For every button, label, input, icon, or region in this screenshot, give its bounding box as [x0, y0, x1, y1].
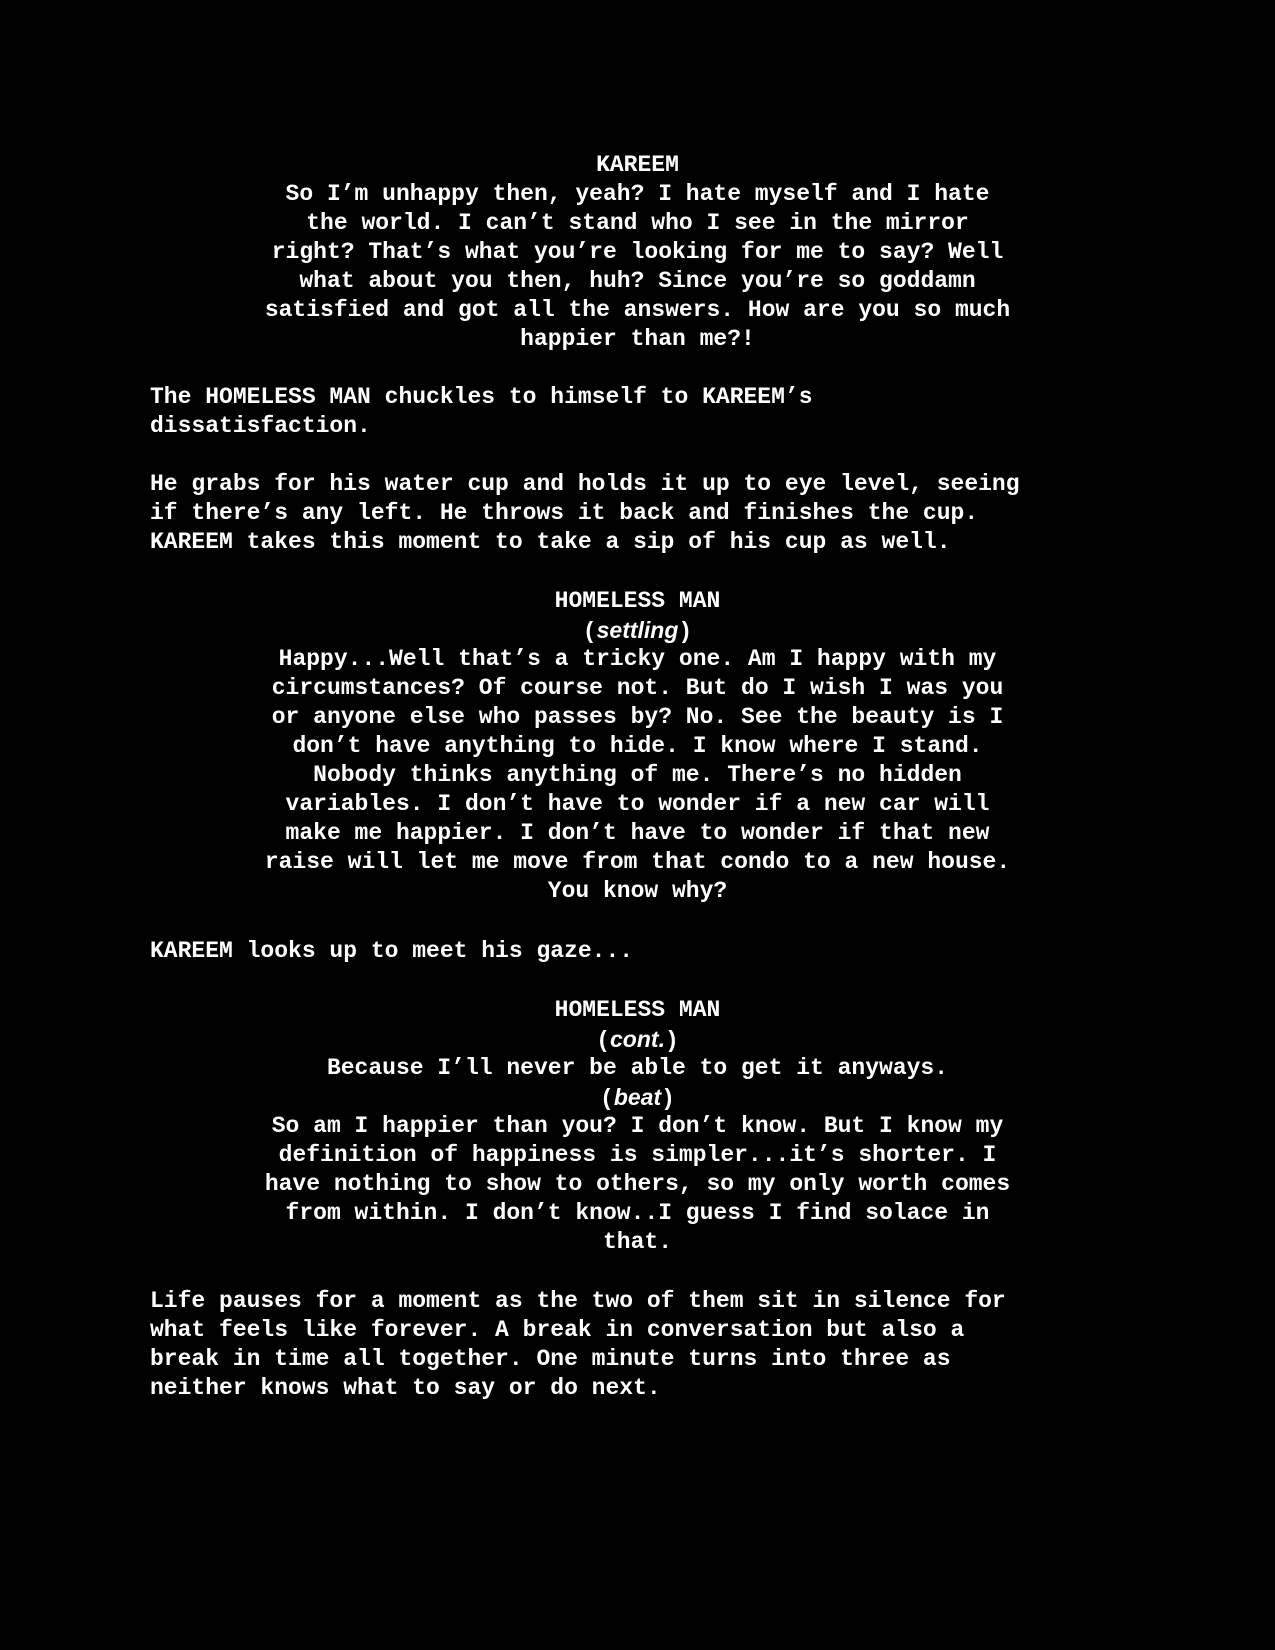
dialogue-line: Because I’ll never be able to get it anyways.: [326, 1055, 949, 1081]
action-line: if there’s any left. He throws it back and finishes the cup.: [150, 500, 979, 526]
dialogue-line: or anyone else who passes by? No. See the beauty is I: [271, 704, 1004, 730]
dialogue-line: circumstances? Of course not. But do I wish I was you: [271, 675, 1004, 701]
dialogue-line: satisfied and got all the answers. How are you so much: [264, 297, 1011, 323]
action-line: Life pauses for a moment as the two of them sit in silence for: [150, 1288, 1006, 1314]
dialogue-line: make me happier. I don’t have to wonder if that new: [285, 820, 990, 846]
character-name: KAREEM: [596, 152, 679, 178]
dialogue-line: Nobody thinks anything of me. There’s no hidden: [313, 762, 962, 788]
dialogue-line: Happy...Well that’s a tricky one. Am I happy with my: [278, 646, 997, 672]
action-line: He grabs for his water cup and holds it up to eye level, seeing: [150, 471, 1020, 497]
dialogue-line: So am I happier than you? I don’t know. But I know my: [271, 1113, 1004, 1139]
dialogue-line: happier than me?!: [520, 326, 755, 352]
parenthetical: (beat): [600, 1084, 675, 1112]
dialogue-line: definition of happiness is simpler...it’s shorter. I: [278, 1142, 997, 1168]
character-name: HOMELESS MAN: [554, 997, 721, 1023]
dialogue-line: raise will let me move from that condo to a new house.: [264, 849, 1011, 875]
dialogue-line: right? That’s what you’re looking for me to say? Well: [271, 239, 1004, 265]
action-line: The HOMELESS MAN chuckles to himself to KAREEM’s: [150, 384, 813, 410]
dialogue-line: have nothing to show to others, so my only worth comes: [264, 1171, 1011, 1197]
dialogue-line: the world. I can’t stand who I see in the mirror: [306, 210, 969, 236]
dialogue-line: what about you then, huh? Since you’re so goddamn: [299, 268, 976, 294]
parenthetical: (settling): [582, 617, 693, 645]
dialogue-line: don’t have anything to hide. I know where I stand.: [292, 733, 983, 759]
character-name: HOMELESS MAN: [554, 588, 721, 614]
action-line: dissatisfaction.: [150, 413, 371, 439]
action-line: what feels like forever. A break in conversation but also a: [150, 1317, 965, 1343]
parenthetical: (cont.): [596, 1026, 679, 1054]
action-line: KAREEM takes this moment to take a sip of his cup as well.: [150, 529, 951, 555]
action-line: break in time all together. One minute turns into three as: [150, 1346, 951, 1372]
action-line: KAREEM looks up to meet his gaze...: [150, 938, 634, 964]
dialogue-line: So I’m unhappy then, yeah? I hate myself and I hate: [285, 181, 990, 207]
parenthetical-text: settling: [596, 617, 679, 643]
dialogue-line: You know why?: [547, 878, 728, 904]
parenthetical-text: cont.: [610, 1026, 665, 1052]
dialogue-line: variables. I don’t have to wonder if a new car will: [285, 791, 990, 817]
dialogue-line: that.: [602, 1229, 672, 1255]
dialogue-line: from within. I don’t know..I guess I find solace in: [285, 1200, 990, 1226]
action-line: neither knows what to say or do next.: [150, 1375, 661, 1401]
parenthetical-text: beat: [613, 1084, 662, 1110]
